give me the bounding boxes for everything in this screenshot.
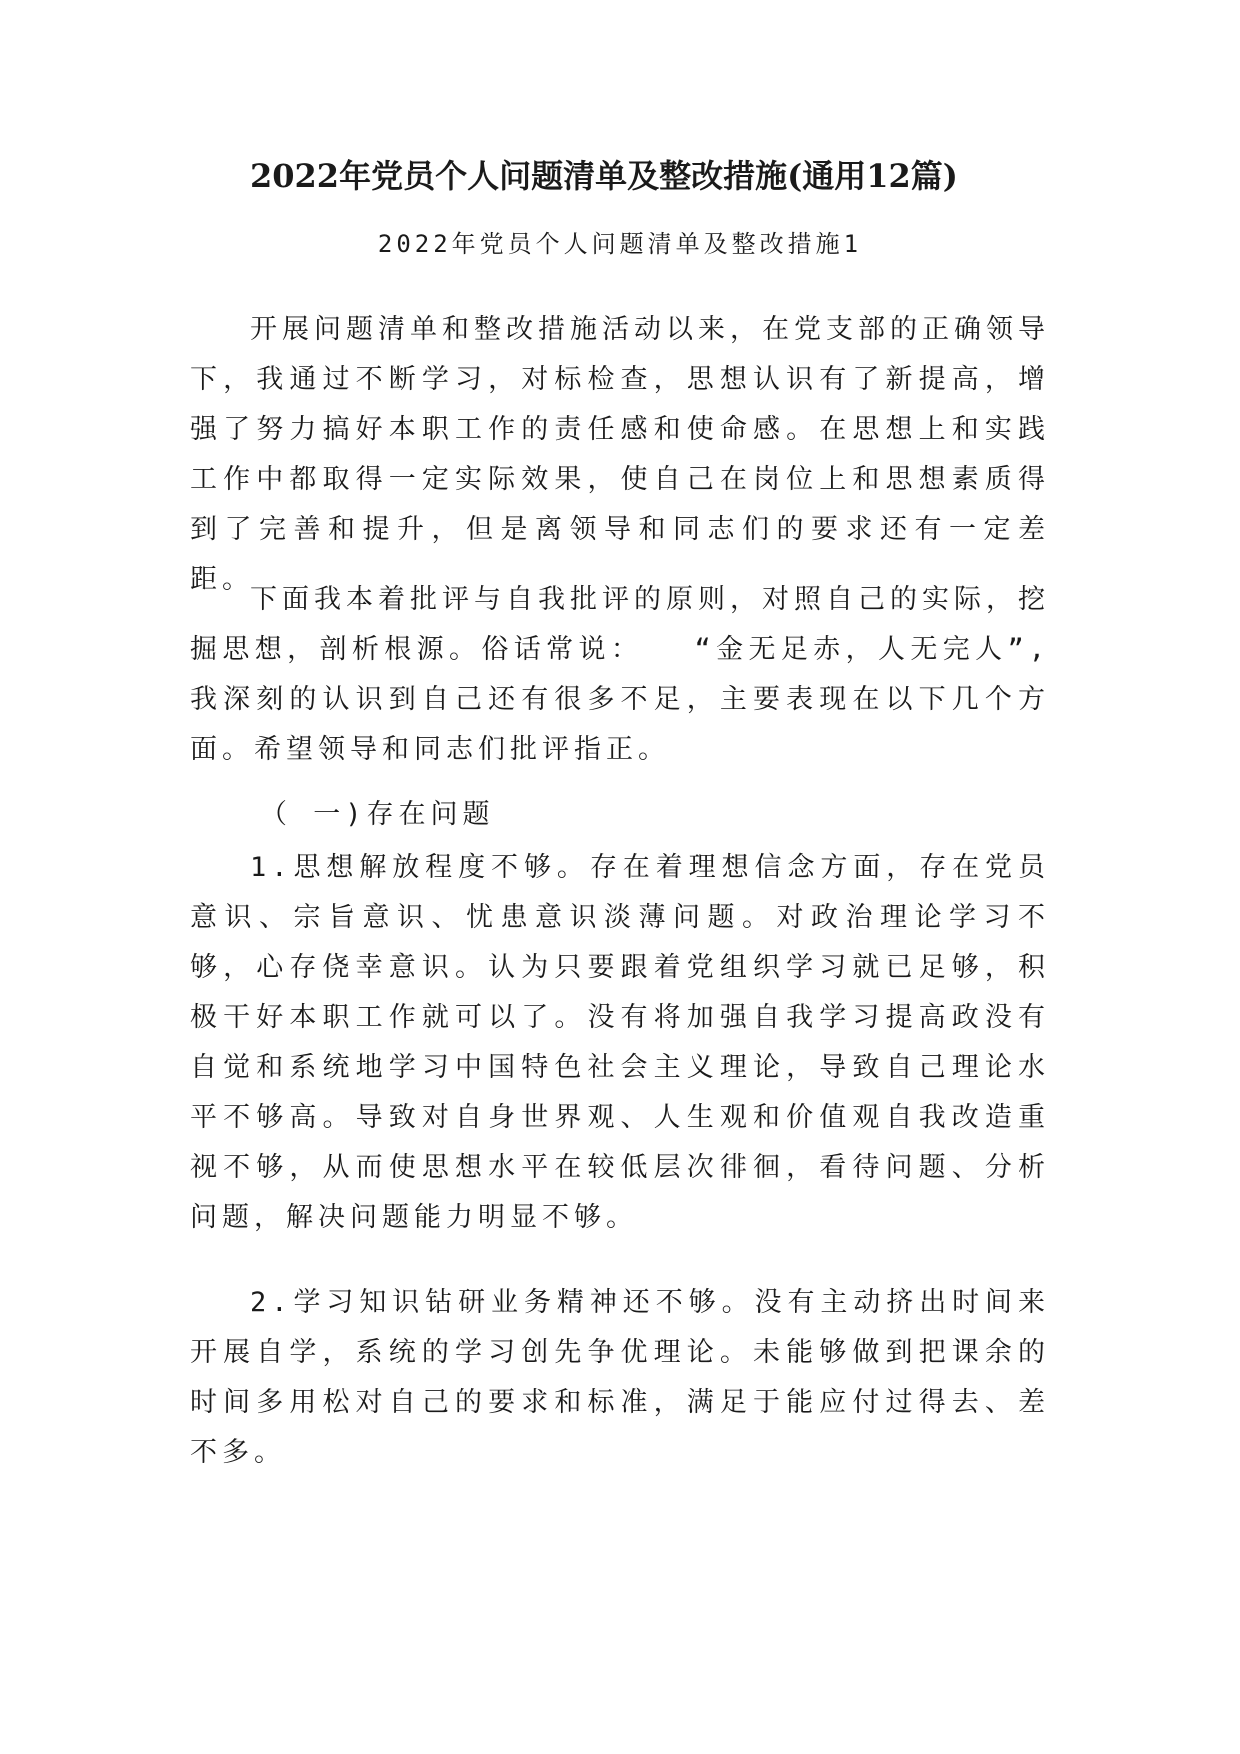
problem-item-1: 1.思想解放程度不够。存在着理想信念方面，存在党员意识、宗旨意识、忧患意识淡薄问题。对政治理论学习不够，心存侥幸意识。认为只要跟着党组织学习就已足够，积极干好本职工作就可以了。没有将加强自我学习提高政没有自觉和系统地学习中国特色社会主义理论，导致自己理论水平不够高。导致对自身世界观、人生观和价值观自我改造重视不够，从而使思想水平在较低层次徘徊，看待问题、分析问题，解决问题能力明显不够。 [190,852,1050,1233]
self-criticism-paragraph: 下面我本着批评与自我批评的原则，对照自己的实际，挖掘思想，剖析根源。俗话常说： “金无足赤，人无完人”,我深刻的认识到自己还有很多不足，主要表现在以下几个方面。希望领导和同志们批评指正。 [190,584,1050,765]
document-title: 2022年党员个人问题清单及整改措施(通用12篇) [250,157,958,195]
section-heading-existing-problems: （ 一)存在问题 [260,799,495,830]
intro-paragraph: 开展问题清单和整改措施活动以来，在党支部的正确领导下，我通过不断学习，对标检查，思想认识有了新提高，增强了努力搞好本职工作的责任感和使命感。在思想上和实践工作中都取得一定实际效果，使自己在岗位上和思想素质得到了完善和提升，但是离领导和同志们的要求还有一定差距。 [190,314,1050,595]
problem-item-2: 2.学习知识钻研业务精神还不够。没有主动挤出时间来开展自学，系统的学习创先争优理论。未能够做到把课余的时间多用松对自己的要求和标准，满足于能应付过得去、差不多。 [190,1287,1050,1468]
document-subtitle: 2022年党员个人问题清单及整改措施1 [377,230,863,258]
